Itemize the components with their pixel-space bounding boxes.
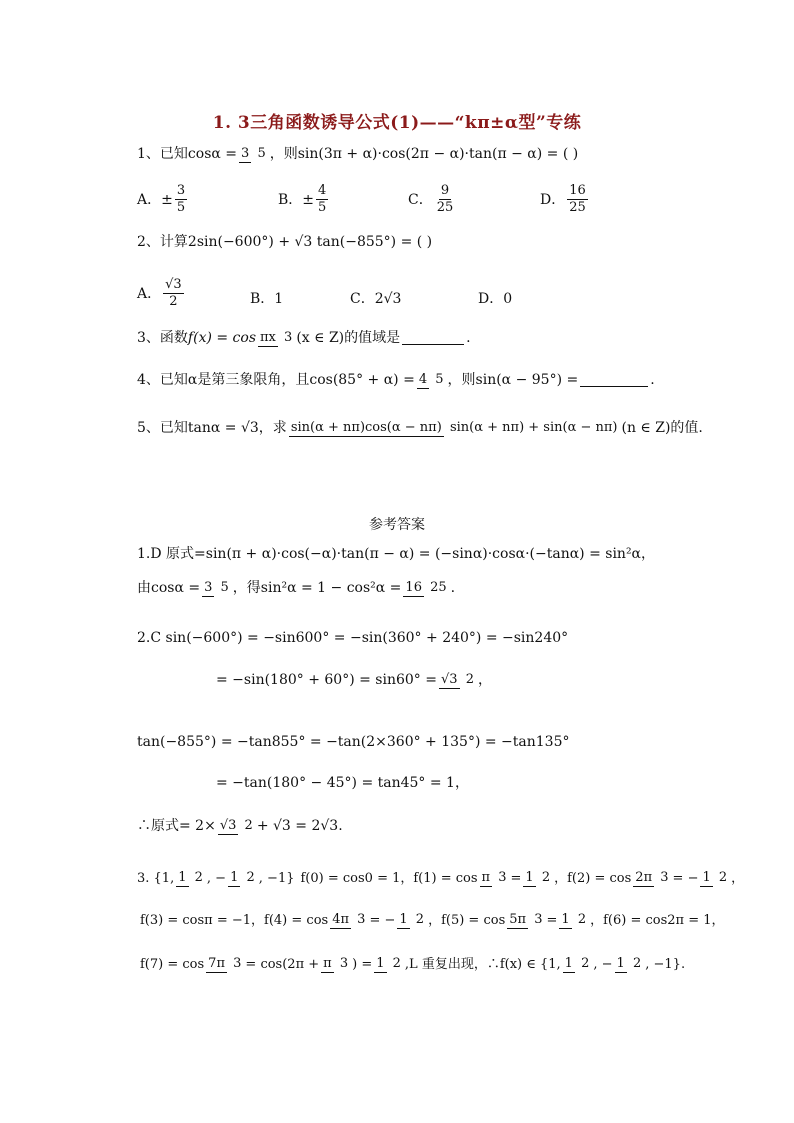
q1-option-a-den: 5	[176, 199, 186, 215]
a3-f7-mid: = cos(2π +	[245, 956, 320, 972]
a3-f2-eq: = −	[672, 870, 699, 886]
a3-set-d2: 2	[246, 870, 255, 885]
a1-line2-mid: ，得sin²α = 1 − cos²α =	[232, 580, 402, 597]
a3-set-d1: 2	[194, 870, 203, 885]
a3-f7-result	[374, 956, 403, 973]
a1-line2-fraction-2	[403, 580, 448, 597]
a3-f7-fraction	[206, 956, 243, 973]
q4-end: .	[650, 372, 655, 389]
a1-line2-num1: 3	[204, 580, 213, 595]
a3-set-mid: , −	[206, 870, 227, 886]
q4-num: 4	[418, 372, 428, 387]
answer-2-line-4	[216, 776, 469, 790]
q5-prefix: 5、已知tanα = √3，求	[137, 420, 287, 437]
answer-1-line-1	[137, 547, 655, 561]
q1-cond-fraction	[239, 146, 268, 163]
q1-option-a-label: A．±	[137, 192, 173, 209]
a3-f2-fraction	[633, 870, 670, 887]
a3-f7-prefix: f(7) = cos	[140, 956, 205, 972]
a2-line2-fraction	[439, 672, 476, 689]
q1-option-a	[137, 184, 189, 214]
q1-mid: ，则	[269, 146, 298, 163]
a3-f7-d: 3	[233, 956, 242, 971]
a3-set-n2: 1	[230, 870, 239, 885]
a3-f7-set-fraction-1	[563, 956, 592, 973]
a3-f1-prefix: f(1) = cos	[413, 870, 478, 886]
a1-line2-end: .	[450, 580, 456, 597]
q3-prefix: 3、函数	[137, 330, 188, 347]
q3-answer-blank[interactable]	[402, 332, 464, 345]
a3-set-fraction-2	[228, 870, 257, 887]
a3-f7-rd: 2	[392, 956, 401, 971]
a2-line2-prefix: = −sin(180° + 60°) = sin60° =	[216, 672, 437, 689]
answer-3-line-1	[137, 870, 744, 887]
a3-f5-eq: =	[546, 912, 558, 928]
q3-num: πx	[260, 330, 276, 345]
a3-f7-fraction-2	[321, 956, 350, 973]
a3-f4-result	[397, 912, 426, 929]
a3-f7-tail: ,L 重复出现，∴f(x) ∈ {1,	[404, 956, 561, 972]
q1-option-c-label: C．	[408, 192, 433, 209]
q1-cond-lhs: cosα =	[187, 146, 238, 163]
a3-f1-result	[523, 870, 552, 887]
q3-fraction	[258, 330, 294, 347]
a3-f5-rn: 1	[561, 912, 570, 927]
a3-f7-s-end: , −1}.	[645, 956, 686, 972]
document-title: 1. 3三角函数诱导公式(1)——“kπ±α型”专练	[212, 113, 582, 133]
a3-f7-s-d1: 2	[581, 956, 590, 971]
question-5	[137, 420, 703, 437]
question-1	[137, 146, 578, 163]
question-4	[137, 372, 655, 389]
a3-f2-d: 3	[660, 870, 669, 885]
a3-f7-n: 7π	[208, 956, 225, 971]
a3-f2-prefix: ，f(2) = cos	[554, 870, 632, 886]
q2-option-a	[137, 278, 186, 308]
q1-option-c-fraction	[435, 184, 456, 214]
q2-option-a-num: √3	[165, 277, 182, 292]
q5-den: sin(α + nπ) + sin(α − nπ)	[449, 420, 618, 435]
a3-f4-eq: = −	[369, 912, 396, 928]
a3-f0: f(0) = cos0 = 1，	[300, 870, 414, 886]
a3-f2-n: 2π	[635, 870, 653, 885]
a3-f7-s-d2: 2	[632, 956, 642, 971]
q3-den: 3	[284, 330, 293, 345]
q4-answer-blank[interactable]	[580, 374, 648, 387]
a3-f7-s-mid: , −	[593, 956, 613, 972]
q5-fraction	[289, 420, 620, 437]
q2-option-c: C．2√3	[350, 291, 402, 307]
a3-f7-mid2: ) =	[352, 956, 373, 972]
a2-line5-num: √3	[219, 818, 237, 833]
a2-line3-text: tan(−855°) = −tan855° = −tan(2×360° + 135°) = −tan135°	[137, 734, 570, 750]
a3-f4-d: 3	[357, 912, 366, 927]
q1-option-c	[408, 184, 457, 214]
q1-option-b-label: B．±	[278, 192, 315, 209]
a2-line5-prefix: ∴原式= 2×	[137, 818, 216, 835]
q1-option-b	[278, 184, 330, 214]
q2-option-b: B．1	[250, 291, 284, 307]
a3-f4-fraction	[330, 912, 367, 929]
question-2	[137, 235, 432, 249]
q1-expr: sin(3π + α)·cos(2π − α)·tan(π − α) = ( )	[297, 146, 579, 163]
q1-option-b-den: 5	[318, 199, 327, 215]
a3-f7-s-n2: 1	[616, 956, 625, 971]
a3-f5-fraction	[507, 912, 544, 929]
a2-line2-num: √3	[441, 672, 458, 687]
q1-option-d-num: 16	[569, 183, 586, 198]
a2-line2-end: ，	[477, 672, 492, 689]
question-3	[137, 330, 471, 347]
a1-line2-fraction-1	[202, 580, 231, 597]
answer-2-line-5	[137, 818, 343, 835]
q1-option-d-den: 25	[569, 199, 586, 215]
a3-f1-fraction	[480, 870, 509, 887]
q1-option-c-den: 25	[436, 199, 454, 215]
a2-line5-den: 2	[244, 818, 253, 833]
a3-f4-n: 4π	[332, 912, 350, 927]
a3-f2-rn: 1	[702, 870, 711, 885]
a3-f7-d2: 3	[339, 956, 349, 971]
answer-2-line-1	[137, 631, 568, 645]
q1-option-a-num: 3	[176, 183, 186, 198]
q3-suffix: (x ∈ Z)的值域是	[296, 330, 401, 347]
a2-line5-end: + √3 = 2√3.	[256, 818, 343, 835]
a3-set-fraction-1	[176, 870, 205, 887]
q1-option-b-num: 4	[318, 183, 327, 198]
a3-f1-eq: =	[510, 870, 522, 886]
answer-3-line-3	[140, 956, 685, 973]
a2-line1-text: 2.C sin(−600°) = −sin600° = −sin(360° + 240°) = −sin240°	[137, 630, 569, 646]
a3-f2-end: ，	[731, 870, 745, 886]
a3-f3: f(3) = cosπ = −1，	[140, 912, 265, 928]
a3-f7-rn: 1	[376, 956, 385, 971]
q2-option-a-fraction	[163, 278, 184, 308]
answer-1-line-2	[137, 580, 455, 597]
q1-cond-num: 3	[241, 146, 250, 161]
q3-fx: f(x) = cos	[187, 330, 257, 347]
a3-f4-prefix: f(4) = cos	[264, 912, 329, 928]
q4-prefix: 4、已知α是第三象限角，且cos(85° + α) =	[137, 372, 415, 389]
a3-f4-rn: 1	[399, 912, 408, 927]
a1-line2-num2: 16	[405, 580, 422, 595]
q5-suffix: (n ∈ Z)的值.	[621, 420, 703, 437]
a3-f5-rd: 2	[577, 912, 587, 927]
answer-3-line-2	[140, 912, 725, 929]
q5-num: sin(α + nπ)cos(α − nπ)	[290, 420, 442, 435]
q3-end: .	[466, 330, 471, 347]
a1-line1-text: 1.D 原式=sin(π + α)·cos(−α)·tan(π − α) = (−sinα)·cosα·(−tanα) = sin²α，	[137, 546, 656, 562]
a3-f5-prefix: ，f(5) = cos	[428, 912, 506, 928]
q1-option-c-num: 9	[440, 183, 450, 198]
q2-text: 2、计算2sin(−600°) + √3 tan(−855°) = ( )	[137, 234, 433, 250]
q1-cond-den: 5	[257, 146, 266, 161]
a3-f1-d: 3	[498, 870, 507, 885]
q2-option-a-label: A．	[137, 286, 162, 303]
q1-option-d	[540, 184, 590, 214]
q4-mid: ，则sin(α − 95°) =	[447, 372, 579, 389]
a3-f5-result	[559, 912, 588, 929]
a3-f4-rd: 2	[415, 912, 425, 927]
a2-line4-text: = −tan(180° − 45°) = tan45° = 1，	[216, 775, 469, 791]
q1-option-a-fraction	[175, 184, 187, 214]
q1-label: 1、已知	[137, 146, 188, 163]
q1-option-d-fraction	[567, 184, 588, 214]
q1-option-b-fraction	[316, 184, 328, 214]
a3-set-prefix: 3. {1,	[137, 870, 175, 886]
a3-f1-n: π	[481, 870, 491, 885]
a2-line5-fraction	[218, 818, 255, 835]
a3-f5-d: 3	[534, 912, 543, 927]
q4-den: 5	[435, 372, 444, 387]
a1-line2-den1: 5	[220, 580, 229, 595]
a3-f7-s-n1: 1	[564, 956, 573, 971]
a3-f1-rd: 2	[541, 870, 551, 885]
a2-line2-den: 2	[465, 672, 474, 687]
a3-f2-result	[700, 870, 729, 887]
q2-option-a-den: 2	[169, 293, 178, 309]
a3-set-n1: 1	[178, 870, 187, 885]
answers-heading: 参考答案	[369, 517, 425, 533]
a3-f1-rn: 1	[525, 870, 534, 885]
q1-option-d-label: D．	[540, 192, 566, 209]
a1-line2-den2: 25	[430, 580, 447, 595]
a3-set-end: , −1}	[258, 870, 295, 886]
q4-fraction	[417, 372, 446, 389]
a3-f2-rd: 2	[718, 870, 728, 885]
a3-f6: ，f(6) = cos2π = 1，	[590, 912, 725, 928]
a3-f7-set-fraction-2	[615, 956, 644, 973]
answer-2-line-2	[216, 672, 492, 689]
a3-f7-n2: π	[323, 956, 332, 971]
q2-option-d: D．0	[478, 291, 513, 307]
a1-line2-prefix: 由cosα =	[137, 580, 201, 597]
answer-2-line-3	[137, 735, 570, 749]
a3-f5-n: 5π	[509, 912, 527, 927]
